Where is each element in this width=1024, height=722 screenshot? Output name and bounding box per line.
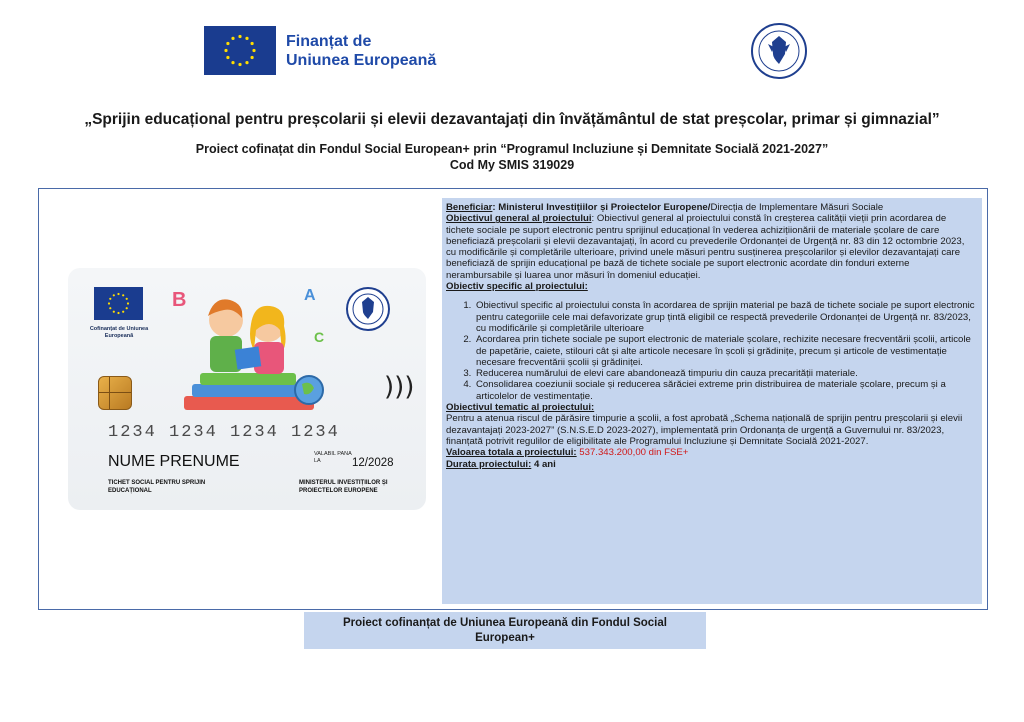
- project-duration-value: 4 ani: [533, 458, 556, 470]
- card-chip-icon: [98, 376, 132, 410]
- project-duration-label: Durata proiectului:: [446, 458, 532, 470]
- footer-line1: Proiect cofinanțat de Uniunea Europeană din Fondul Social: [343, 617, 667, 629]
- objective-thematic-label: Obiectivul tematic al proiectului:: [446, 402, 595, 414]
- card-government-crest-icon: [345, 286, 391, 332]
- objective-thematic-text: Pentru a atenua riscul de părăsire timpurie a școlii, a fost aprobată „Schema națională de sprijin pentru preșcolarii și elevii dezavantajați 2023-2027” (S.N.S.E.D 2023-2027), implementată prin Ordonanța de urgență a Guvernului nr. 83/2023, finanțată potrivit regulilor de eligibilitate ale Programului Incluziune și Demnitate Socială 2021-2027.: [446, 413, 963, 447]
- project-info-panel: [442, 198, 982, 604]
- eu-funding-line2: Uniunea Europeană: [286, 51, 437, 69]
- government-crest-icon: [750, 22, 808, 80]
- children-reading-illustration: [164, 278, 334, 428]
- project-value-amount: 537.343.200,00 din FSE+: [579, 447, 689, 459]
- card-issuer: MINISTERUL INVESTIȚIILOR ȘI PROIECTELOR EUROPENE: [299, 480, 388, 494]
- card-cofinantat-label: Cofinanțat de Uniunea Europeană: [89, 326, 149, 339]
- list-item: 1. Obiectivul specific al proiectului consta în acordarea de sprijin material pe bază de tichete sociale pe suport electronic pentru categoriile cele mai defavorizate grup țintă eligibil ce respectă prevederile Ordonanței de Urgență nr. 83/2023, cu modificările și completările ulterioare: [474, 300, 976, 334]
- beneficiar-directorate: Direcția de Implementare Măsuri Sociale: [710, 202, 884, 213]
- objective-general-text: : Obiectivul general al proiectului constă în creșterea calității vieții prin acordarea de tichete sociale pe suport electronic pentru sprijinul educațional în vederea achizițiionării de materiale școlare de care beneficiază preșcolarii și elevii dezavantajați, în acord cu prevederile Ordonanței de Urgență nr. 83 din 12 octombrie 2023, cu modificările și completările ulterioare, privind unele măsuri pentru susținerea preșcolarilor și elevilor dezavantajați care beneficiază de sprijin educațional pe bază de tichete sociale pe suport electronic acordate din fonduri externe nerambursabile și luarea unor măsuri în domeniul educației.: [446, 213, 965, 281]
- eu-funding-text: [286, 32, 436, 70]
- project-value-label: Valoarea totala a proiectului:: [446, 447, 577, 459]
- objective-general-label: Obiectivul general al proiectului: [446, 213, 592, 225]
- project-subtitle: [0, 141, 1024, 173]
- subtitle-line1: Proiect cofinațat din Fondul Social European+ prin “Programul Incluziune și Demnitate Socială 2021-2027”: [195, 142, 829, 156]
- beneficiar-label: Beneficiar: [446, 202, 493, 213]
- project-value-paragraph: [446, 447, 976, 458]
- subtitle-line2: Cod My SMIS 319029: [449, 158, 575, 172]
- footer-cofinancing-note: [304, 612, 706, 649]
- objective-general-paragraph: [446, 213, 976, 281]
- objectives-list: [446, 300, 976, 402]
- card-expiry-date: 12/2028: [352, 457, 394, 469]
- footer-line2: European+: [475, 632, 535, 644]
- eu-funding-logo: [204, 26, 436, 75]
- objective-specific-label: Obiectiv specific al proiectului:: [446, 281, 588, 293]
- beneficiar-paragraph: [446, 202, 976, 213]
- list-item: 2. Acordarea prin tichete sociale pe suport electronic de materiale școlare, rechizite necesare frecventării școlii, articole de papetărie, caiete, stilouri cât și alte articole necesare în școli și grădinițe, precum și articole de vestimentație necesare frecventării școlii și grădiniței.: [474, 334, 976, 368]
- eu-funding-line1: Finanțat de: [286, 32, 372, 50]
- card-number: 1234 1234 1234 1234: [108, 423, 340, 442]
- card-holder-name: NUME PRENUME: [108, 453, 240, 470]
- social-ticket-card: [68, 268, 426, 510]
- list-item: 4. Consolidarea coeziunii sociale și reducerea sărăciei extreme prin distribuirea de materiale școlare, precum și a articolelor de vestimentație.: [474, 379, 976, 402]
- card-ticket-type: TICHET SOCIAL PENTRU SPRIJIN EDUCAȚIONAL: [108, 480, 206, 494]
- contactless-icon: ))): [384, 372, 415, 402]
- project-duration-paragraph: [446, 459, 976, 470]
- project-title: „Sprijin educațional pentru preșcolarii și elevii dezavantajați din învățământul de stat preșcolar, primar și gimnazial”: [84, 111, 940, 128]
- svg-text:C: C: [314, 329, 325, 345]
- card-valid-until-label: VALABIL PANA LA: [314, 451, 352, 464]
- svg-text:B: B: [172, 289, 187, 311]
- card-eu-flag-icon: [94, 287, 143, 320]
- list-item: 3. Reducerea numărului de elevi care abandonează timpuriu din cauza precarității materiale.: [474, 368, 976, 379]
- eu-flag-icon: [204, 26, 276, 75]
- svg-text:A: A: [304, 287, 316, 304]
- beneficiar-ministry: : Ministerul Investițiilor și Proiectelor Europene/: [492, 202, 711, 213]
